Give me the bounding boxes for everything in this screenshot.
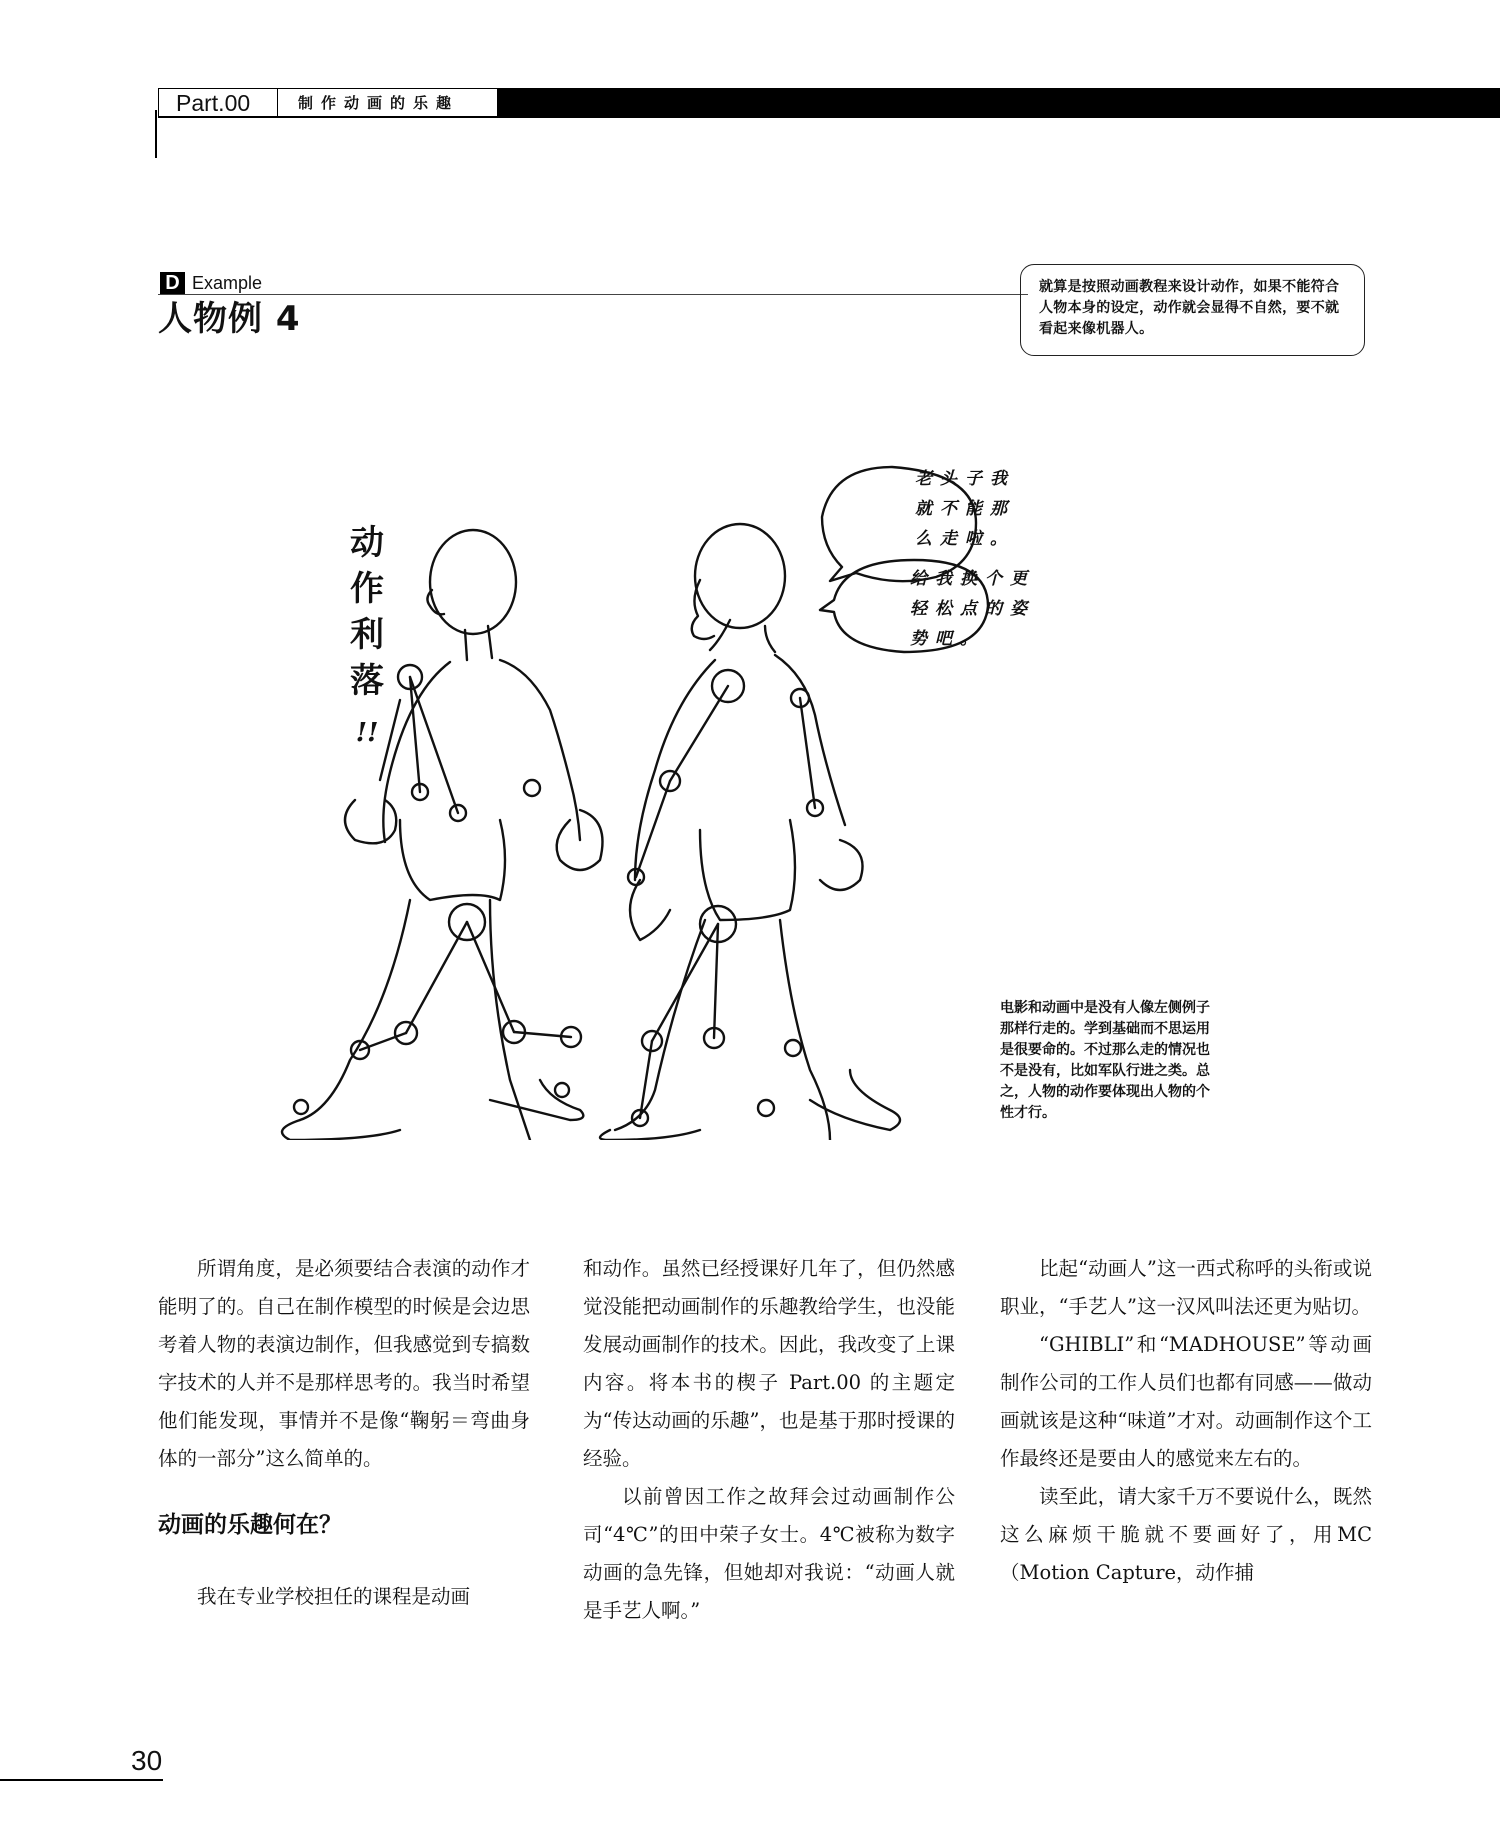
action-text-5: !! bbox=[355, 718, 379, 748]
title-rule bbox=[158, 294, 1028, 295]
paragraph: 以前曾因工作之故拜会过动画制作公司“4℃”的田中荣子女士。4℃被称为数字动画的急先锋，但她却对我说：“动画人就是手艺人啊。” bbox=[583, 1485, 955, 1622]
running-header bbox=[158, 88, 1500, 116]
speech-bubble-1-text bbox=[915, 464, 1015, 554]
subheading: 动画的乐趣何在？ bbox=[158, 1512, 342, 1538]
bubble-1-line: 老头子我 bbox=[915, 469, 1015, 489]
bubble-1-line: 么走啦。 bbox=[915, 529, 1015, 549]
footer-rule bbox=[0, 1779, 163, 1781]
paragraph: 比起“动画人”这一西式称呼的头衔或说职业，“手艺人”这一汉风叫法还更为贴切。 bbox=[1000, 1257, 1372, 1318]
paragraph: 读至此，请大家千万不要说什么，既然这么麻烦干脆就不要画好了，用MC（Motion Capture，动作捕 bbox=[1000, 1485, 1372, 1584]
chapter-title: 制作动画的乐趣 bbox=[278, 88, 498, 116]
body-column-3 bbox=[1000, 1250, 1372, 1592]
part-label: Part.00 bbox=[158, 88, 278, 116]
body-column-2 bbox=[583, 1250, 955, 1630]
bubble-2-line: 轻松点的姿 bbox=[910, 599, 1035, 619]
section-badge: D bbox=[160, 272, 185, 294]
figure-caption: 电影和动画中是没有人像左侧例子那样行走的。学到基础而不思运用是很要命的。不过那么走的情况也不是没有，比如军队行进之类。总之，人物的动作要体现出人物的个性才行。 bbox=[1000, 1000, 1210, 1121]
old-man-figure bbox=[600, 524, 900, 1140]
speech-bubble-2-text bbox=[910, 564, 1035, 654]
paragraph: 和动作。虽然已经授课好几年了，但仍然感觉没能把动画制作的乐趣教给学生，也没能发展动画制作的技术。因此，我改变了上课内容。将本书的楔子 Part.00 的主题定为“传达动画的乐趣”，也是基于那时授课的经验。 bbox=[583, 1257, 955, 1470]
action-text-3: 利 bbox=[350, 615, 384, 655]
paragraph: “GHIBLI”和“MADHOUSE”等动画制作公司的工作人员们也都有同感——做动画就该是这种“味道”才对。动画制作这个工作最终还是要由人的感觉来左右的。 bbox=[1000, 1333, 1372, 1470]
action-text-2: 作 bbox=[350, 569, 384, 609]
page-number: 30 bbox=[131, 1745, 163, 1776]
walking-figures-illustration bbox=[260, 450, 1060, 1140]
bubble-1-line: 就不能那 bbox=[915, 499, 1015, 519]
action-text-1: 动 bbox=[350, 523, 384, 563]
section-title: 人物例 4 bbox=[158, 299, 301, 339]
header-rule bbox=[158, 116, 1500, 118]
paragraph: 我在专业学校担任的课程是动画 bbox=[197, 1585, 471, 1608]
upright-figure bbox=[282, 530, 603, 1140]
note-box: 就算是按照动画教程来设计动作，如果不能符合人物本身的设定，动作就会显得不自然，要不就看起来像机器人。 bbox=[1020, 264, 1365, 356]
paragraph: 所谓角度，是必须要结合表演的动作才能明了的。自己在制作模型的时候是会边思考着人物的表演边制作，但我感觉到专搞数字技术的人并不是那样思考的。我当时希望他们能发现，事情并不是像“鞠躬＝弯曲身体的一部分”这么简单的。 bbox=[158, 1257, 530, 1470]
header-left-tick bbox=[155, 110, 157, 158]
header-black-band bbox=[498, 88, 1500, 116]
body-column-1 bbox=[158, 1250, 530, 1616]
action-text-4: 落 bbox=[350, 661, 384, 701]
bubble-2-line: 势吧。 bbox=[910, 629, 985, 649]
section-label: Example bbox=[192, 273, 263, 293]
bubble-2-line: 给我换个更 bbox=[910, 569, 1035, 589]
